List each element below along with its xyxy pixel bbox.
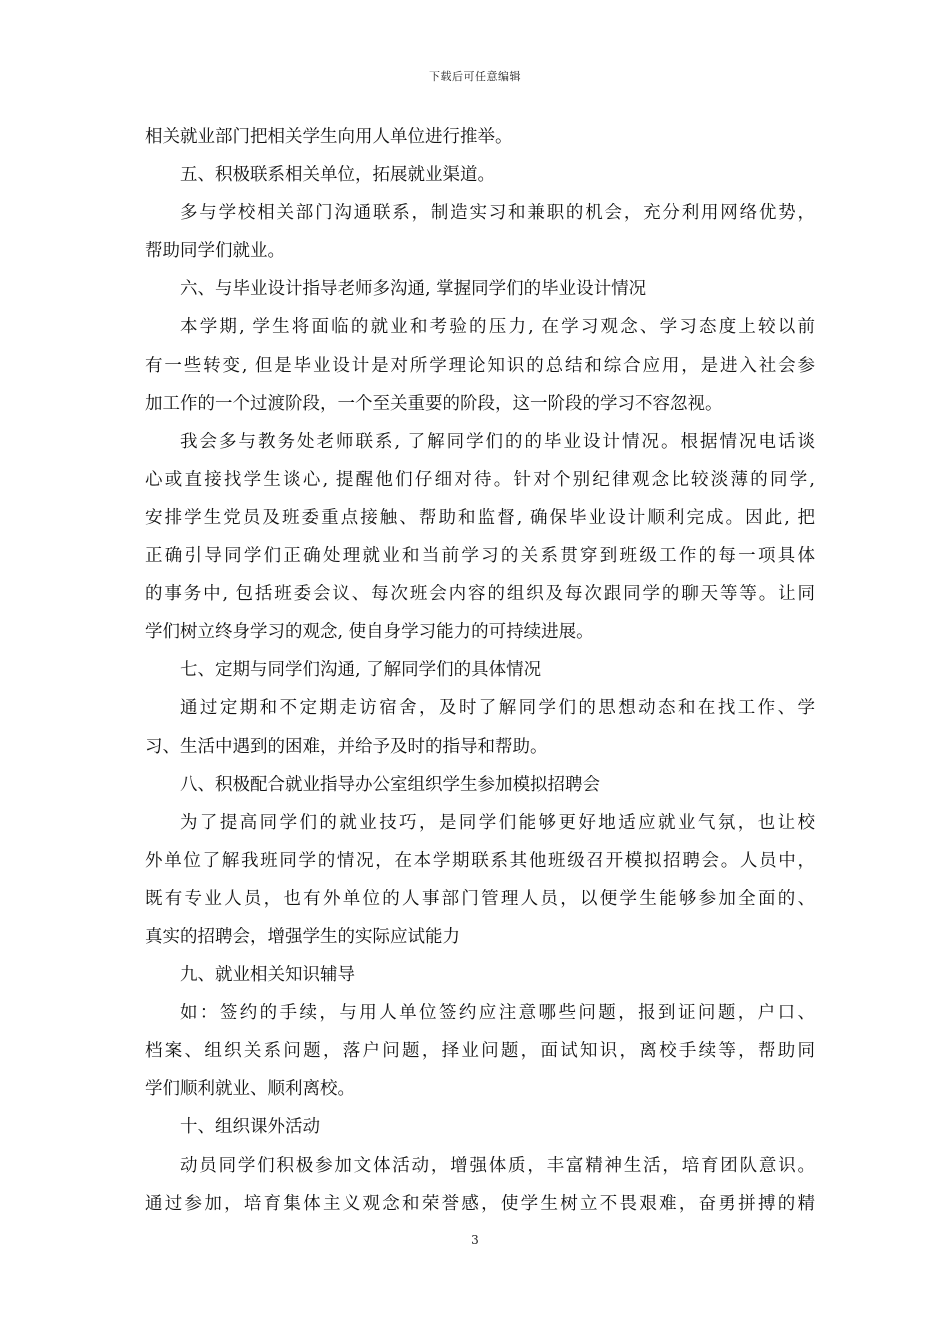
text-line: 八、积极配合就业指导办公室组织学生参加模拟招聘会 bbox=[180, 774, 600, 795]
text-line: 习、生活中遇到的困难，并给予及时的指导和帮助。 bbox=[145, 736, 548, 757]
text-line: 的事务中, 包括班委会议、每次班会内容的组织及每次跟同学的聊天等等。让同 bbox=[145, 584, 815, 605]
text-line: 七、定期与同学们沟通, 了解同学们的具体情况 bbox=[180, 660, 542, 681]
text-line: 我会多与教务处老师联系, 了解同学们的的毕业设计情况。根据情况电话谈 bbox=[180, 431, 815, 452]
text-line: 动员同学们积极参加文体活动，增强体质，丰富精神生活，培育团队意识。 bbox=[180, 1155, 815, 1176]
text-line: 正确引导同学们正确处理就业和当前学习的关系贯穿到班级工作的每一项具体 bbox=[145, 546, 815, 567]
text-line: 为了提高同学们的就业技巧，是同学们能够更好地适应就业气氛，也让校 bbox=[180, 812, 815, 833]
text-line: 有一些转变, 但是毕业设计是对所学理论知识的总结和综合应用，是进入社会参 bbox=[145, 355, 815, 376]
text-line: 九、就业相关知识辅导 bbox=[180, 965, 355, 986]
text-line: 通过参加，培育集体主义观念和荣誉感，使学生树立不畏艰难，奋勇拼搏的精 bbox=[145, 1193, 815, 1214]
text-line: 帮助同学们就业。 bbox=[145, 241, 285, 262]
text-line: 档案、组织关系问题，落户问题，择业问题，面试知识，离校手续等，帮助同 bbox=[145, 1041, 815, 1062]
document-body bbox=[145, 118, 815, 1223]
text-line: 通过定期和不定期走访宿舍，及时了解同学们的思想动态和在找工作、学 bbox=[180, 698, 815, 719]
page-number: 3 bbox=[471, 1233, 479, 1247]
page-header: 下载后可任意编辑 bbox=[429, 70, 521, 83]
text-line: 安排学生党员及班委重点接触、帮助和监督, 确保毕业设计顺利完成。因此, 把 bbox=[145, 507, 815, 528]
text-line: 学们树立终身学习的观念, 使自身学习能力的可持续进展。 bbox=[145, 622, 594, 643]
text-line: 既有专业人员，也有外单位的人事部门管理人员，以便学生能够参加全面的、 bbox=[145, 888, 815, 909]
text-line: 学们顺利就业、顺利离校。 bbox=[145, 1079, 355, 1100]
text-line: 本学期, 学生将面临的就业和考验的压力, 在学习观念、学习态度上较以前 bbox=[180, 317, 815, 338]
text-line: 外单位了解我班同学的情况，在本学期联系其他班级召开模拟招聘会。人员中， bbox=[145, 850, 815, 871]
text-line: 心或直接找学生谈心, 提醒他们仔细对待。针对个别纪律观念比较淡薄的同学, bbox=[145, 469, 815, 490]
text-line: 真实的招聘会，增强学生的实际应试能力 bbox=[145, 926, 460, 947]
text-line: 十、组织课外活动 bbox=[180, 1117, 320, 1138]
text-line: 五、积极联系相关单位，拓展就业渠道。 bbox=[180, 165, 495, 186]
text-line: 相关就业部门把相关学生向用人单位进行推举。 bbox=[145, 127, 513, 147]
text-line: 如：签约的手续，与用人单位签约应注意哪些问题，报到证问题，户口、 bbox=[180, 1003, 815, 1024]
text-line: 多与学校相关部门沟通联系，制造实习和兼职的机会，充分利用网络优势， bbox=[180, 203, 815, 224]
text-line: 加工作的一个过渡阶段，一个至关重要的阶段，这一阶段的学习不容忽视。 bbox=[145, 393, 723, 414]
text-line: 六、与毕业设计指导老师多沟通, 掌握同学们的毕业设计情况 bbox=[180, 279, 647, 300]
